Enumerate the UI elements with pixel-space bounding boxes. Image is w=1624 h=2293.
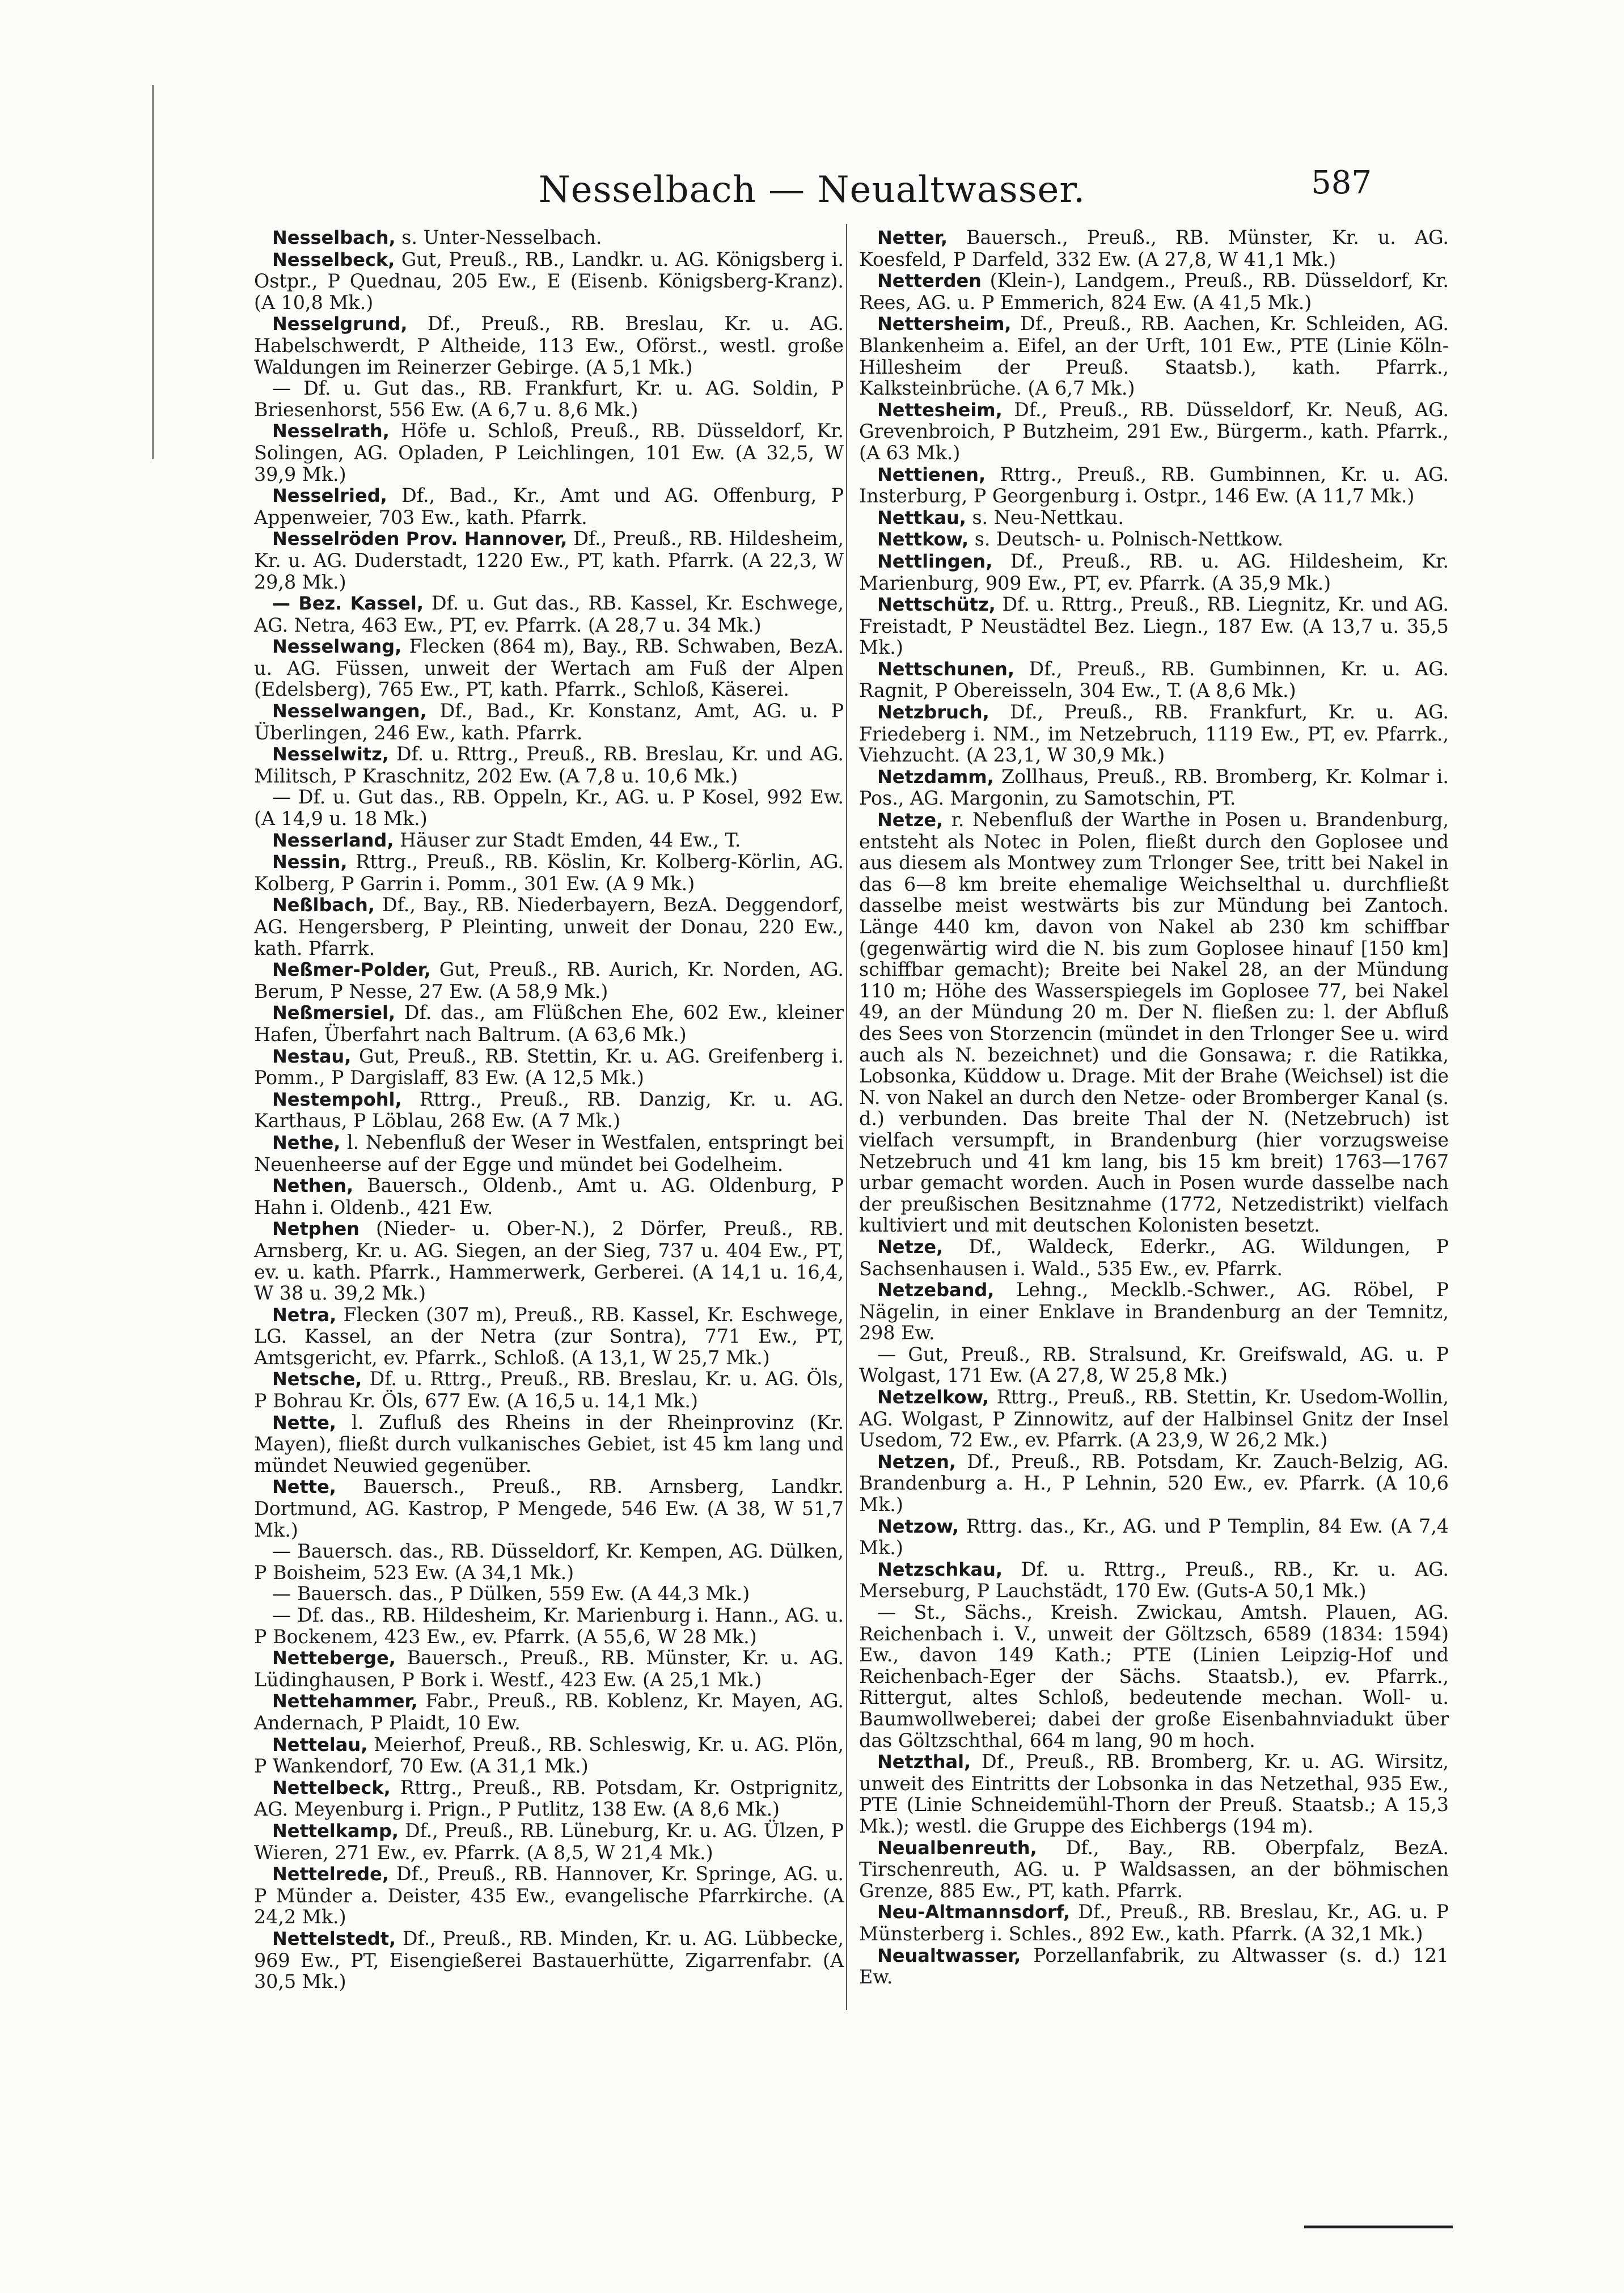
column-divider [846, 224, 847, 2010]
entry-headword: Nesselwangen, [272, 700, 427, 722]
entry-text: Rttrg., Preuß., RB. Potsdam, Kr. Ostprignitz, AG. Meyenburg i. Prign., P Putlitz, 138 Ew. (A 8,6 Mk.) [254, 1776, 844, 1821]
entry-headword: Nettelrede, [272, 1863, 389, 1885]
entry-headword: Nesselgrund, [272, 313, 408, 335]
dictionary-entry [254, 894, 844, 959]
entry-headword: Nettlingen, [877, 550, 993, 572]
entry-text: — St., Sächs., Kreish. Zwickau, Amtsh. Plauen, AG. Reichenbach i. V., unweit der Göltzsch, 6589 (1834: 1594) Ew., davon 149 Kath.; PTE (Linien Leipzig-Hof und Reichenbach-Eger der Sächs. Staatsb.), ev. Pfarrk., Rittergut, altes Schloß, bedeutende mechan. Woll- u. Baumwollweberei; dabei der große Eisenbahnviadukt über das Göltzschthal, 664 m lang, 90 m hoch. [859, 1601, 1449, 1752]
entry-headword: Nesserland, [272, 829, 394, 851]
entry-text: l. Nebenfluß der Weser in Westfalen, entspringt bei Neuenheerse auf der Egge und mündet bei Godelheim. [254, 1131, 844, 1175]
entry-headword: Nesselrath, [272, 420, 390, 442]
dictionary-entry [254, 1368, 844, 1411]
entry-headword: Nettschütz, [877, 594, 996, 616]
dictionary-entry [254, 1175, 844, 1218]
dictionary-entry [254, 1583, 844, 1605]
dictionary-entry [254, 1647, 844, 1690]
dictionary-entry [859, 507, 1449, 529]
entry-text: Gut, Preuß., RB. Stettin, Kr. u. AG. Greifenberg i. Pomm., P Dargislaff, 83 Ew. (A 12,5 Mk.) [254, 1044, 844, 1089]
dictionary-entry [254, 1002, 844, 1045]
dictionary-entry [859, 464, 1449, 507]
dictionary-entry [859, 594, 1449, 658]
dictionary-entry [254, 1476, 844, 1541]
entry-text: Bauersch., Oldenb., Amt u. AG. Oldenburg, P Hahn i. Oldenb., 421 Ew. [254, 1174, 844, 1219]
page-number: 587 [1311, 164, 1372, 201]
entry-headword: Netzthal, [877, 1751, 971, 1773]
dictionary-entry [859, 1559, 1449, 1602]
binding-edge-mark [152, 85, 154, 459]
entry-text: Df., Waldeck, Ederkr., AG. Wildungen, P Sachsenhausen i. Wald., 535 Ew., ev. Pfarrk. [859, 1235, 1449, 1280]
entry-headword: Nette, [272, 1476, 336, 1498]
entry-headword: Neu-Altmannsdorf, [877, 1901, 1071, 1923]
entry-text: Df., Preuß., RB. Lüneburg, Kr. u. AG. Ülzen, P Wieren, 271 Ew., ev. Pfarrk. (A 8,5, W 21,4 Mk.) [254, 1819, 844, 1864]
dictionary-entry [859, 1451, 1449, 1516]
dictionary-entry [254, 959, 844, 1002]
entry-text: Df. u. Rttrg., Preuß., RB. Breslau, Kr. u. AG. Öls, P Bohrau Kr. Öls, 677 Ew. (A 16,5 u. 14,1 Mk.) [254, 1368, 844, 1412]
entry-text: Df., Preuß., RB. Aachen, Kr. Schleiden, AG. Blankenheim a. Eifel, an der Urft, 101 Ew., PTE (Linie Köln-Hillesheim der Preuß. Staatsb.), kath. Pfarrk., Kalksteinbrüche. (A 6,7 Mk.) [859, 312, 1449, 400]
entry-headword: Nettschunen, [877, 658, 1015, 680]
dictionary-entry [254, 378, 844, 420]
dictionary-entry [859, 1602, 1449, 1751]
entry-text: — Gut, Preuß., RB. Stralsund, Kr. Greifswald, AG. u. P Wolgast, 171 Ew. (A 27,8, W 25,8 Mk.) [859, 1343, 1449, 1387]
entry-headword: Neßlbach, [272, 894, 375, 916]
dictionary-entry [859, 551, 1449, 594]
dictionary-entry [859, 270, 1449, 313]
dictionary-entry [254, 1412, 844, 1477]
entry-text: Bauersch., Preuß., RB. Münster, Kr. u. AG. Lüdinghausen, P Bork i. Westf., 423 Ew. (A 25,1 Mk.) [254, 1647, 844, 1691]
dictionary-entry [254, 249, 844, 314]
entry-text: (Nieder- u. Ober-N.), 2 Dörfer, Preuß., RB. Arnsberg, Kr. u. AG. Siegen, an der Sieg, 737 u. 404 Ew., PT, ev. u. kath. Pfarrk., Hammerwerk, Gerberei. (A 14,1 u. 16,4, W 38 u. 39,2 Mk.) [254, 1217, 844, 1305]
dictionary-entry [254, 743, 844, 786]
entry-text: Df., Preuß., RB. Breslau, Kr., AG. u. P Münsterberg i. Schles., 892 Ew., kath. Pfarrk. (A 32,1 Mk.) [859, 1901, 1449, 1945]
entry-text: Bauersch., Preuß., RB. Münster, Kr. u. AG. Koesfeld, P Darfeld, 332 Ew. (A 27,8, W 41,1 Mk.) [859, 226, 1449, 270]
entry-text: Rttrg., Preuß., RB. Stettin, Kr. Usedom-Wollin, AG. Wolgast, P Zinnowitz, auf der Halbinsel Gnitz der Insel Usedom, 72 Ew., ev. Pfarrk. (A 23,9, W 26,2 Mk.) [859, 1386, 1449, 1452]
entry-headword: Nettkow, [877, 528, 969, 551]
entry-headword: Netzschkau, [877, 1558, 1003, 1580]
dictionary-entry [859, 1945, 1449, 1988]
entry-text: Häuser zur Stadt Emden, 44 Ew., T. [394, 828, 741, 851]
entry-text: Df. u. Rttrg., Preuß., RB. Breslau, Kr. und AG. Militsch, P Kraschnitz, 202 Ew. (A 7,8 u. 10,6 Mk.) [254, 743, 844, 787]
entry-headword: Nethe, [272, 1131, 341, 1153]
entry-text: Df. u. Gut das., RB. Kassel, Kr. Eschwege, AG. Netra, 463 Ew., PT, ev. Pfarrk. (A 28,7 u. 34 Mk.) [254, 592, 844, 636]
entry-text: Df., Preuß., RB. Minden, Kr. u. AG. Lübbecke, 969 Ew., PT, Eisengießerei Bastauerhütte, Zigarrenfabr. (A 30,5 Mk.) [254, 1927, 844, 1993]
dictionary-entry [859, 1901, 1449, 1944]
dictionary-entry [859, 1837, 1449, 1902]
entry-headword: Netze, [877, 809, 944, 831]
entry-headword: Nettehammer, [272, 1690, 418, 1712]
dictionary-entry [254, 1046, 844, 1089]
entry-text: Zollhaus, Preuß., RB. Bromberg, Kr. Kolmar i. Pos., AG. Margonin, zu Samotschin, PT. [859, 765, 1449, 810]
entry-text: Df., Bay., RB. Niederbayern, BezA. Deggendorf, AG. Hengersberg, P Pleinting, unweit der Donau, 220 Ew., kath. Pfarrk. [254, 894, 844, 959]
entry-headword: Nesselbeck, [272, 248, 395, 270]
dictionary-entry [254, 1690, 844, 1733]
dictionary-entry [859, 227, 1449, 270]
entry-text: — Df. u. Gut das., RB. Oppeln, Kr., AG. u. P Kosel, 992 Ew. (A 14,9 u. 18 Mk.) [254, 786, 844, 830]
entry-headword: Netze, [877, 1236, 944, 1258]
entry-headword: Netsche, [272, 1368, 362, 1390]
entry-headword: Nettelkamp, [272, 1820, 399, 1842]
dictionary-entry [859, 1344, 1449, 1386]
dictionary-entry [859, 809, 1449, 1236]
entry-headword: Nesselwang, [272, 636, 402, 658]
dictionary-entry [859, 1386, 1449, 1451]
entry-text: Flecken (864 m), Bay., RB. Schwaben, BezA. u. AG. Füssen, unweit der Wertach am Fuß der Alpen (Edelsberg), 765 Ew., PT, kath. Pfarrk., Schloß, Käserei. [254, 635, 844, 701]
entry-text: Df., Bad., Kr. Konstanz, Amt, AG. u. P Überlingen, 246 Ew., kath. Pfarrk. [254, 700, 844, 744]
entry-headword: — Bez. Kassel, [272, 593, 424, 615]
dictionary-entry [254, 593, 844, 636]
entry-headword: Netter, [877, 227, 948, 248]
entry-text: Fabr., Preuß., RB. Koblenz, Kr. Mayen, AG. Andernach, P Plaidt, 10 Ew. [254, 1690, 844, 1734]
entry-text: Df., Preuß., RB. Frankfurt, Kr. u. AG. Friedeberg i. NM., im Netzebruch, 1119 Ew., PT, ev. Pfarrk., Viehzucht. (A 23,1, W 30,9 Mk.) [859, 701, 1449, 767]
entry-text: — Df. u. Gut das., RB. Frankfurt, Kr. u. AG. Soldin, P Briesenhorst, 556 Ew. (A 6,7 u. 8,6 Mk.) [254, 377, 844, 421]
entry-text: Porzellanfabrik, zu Altwasser (s. d.) 121 Ew. [859, 1944, 1449, 1989]
dictionary-entry [254, 1734, 844, 1777]
entry-headword: Nesselbach, [272, 227, 396, 248]
dictionary-entry [254, 485, 844, 528]
dictionary-entry [859, 766, 1449, 809]
entry-text: Rttrg., Preuß., RB. Gumbinnen, Kr. u. AG. Insterburg, P Georgenburg i. Ostpr., 146 Ew. (A 11,7 Mk.) [859, 463, 1449, 507]
entry-text: — Bauersch. das., P Dülken, 559 Ew. (A 44,3 Mk.) [272, 1583, 750, 1605]
entry-text: Df., Bad., Kr., Amt und AG. Offenburg, P Appenweier, 703 Ew., kath. Pfarrk. [254, 484, 844, 528]
entry-headword: Netterden [877, 270, 982, 292]
dictionary-entry [859, 399, 1449, 464]
dictionary-entry [254, 636, 844, 700]
entry-headword: Netra, [272, 1304, 337, 1326]
entry-headword: Nettkau, [877, 506, 966, 528]
dictionary-entry [859, 658, 1449, 701]
entry-text: — Df. das., RB. Hildesheim, Kr. Marienburg i. Hann., AG. u. P Bockenem, 423 Ew., ev. Pfarrk. (A 55,6, W 28 Mk.) [254, 1604, 844, 1648]
dictionary-entry [254, 528, 844, 593]
dictionary-entry [859, 701, 1449, 766]
entry-text: Df., Preuß., RB. Potsdam, Kr. Zauch-Belzig, AG. Brandenburg a. H., P Lehnin, 520 Ew., ev. Pfarrk. (A 10,6 Mk.) [859, 1450, 1449, 1516]
entry-text: Df., Preuß., RB. Hildesheim, Kr. u. AG. Duderstadt, 1220 Ew., PT, kath. Pfarrk. (A 22,3, W 29,8 Mk.) [254, 527, 844, 593]
entry-headword: Nesselröden Prov. Hannover, [272, 528, 568, 550]
entry-text: Rttrg., Preuß., RB. Danzig, Kr. u. AG. Karthaus, P Löblau, 268 Ew. (A 7 Mk.) [254, 1088, 844, 1132]
entry-text: Lehng., Mecklb.-Schwer., AG. Röbel, P Nägelin, in einer Enklave in Brandenburg an der Temnitz, 298 Ew. [859, 1279, 1449, 1344]
entry-headword: Nesselwitz, [272, 743, 389, 765]
dictionary-entry [254, 1218, 844, 1304]
entry-text: Rttrg. das., Kr., AG. und P Templin, 84 Ew. (A 7,4 Mk.) [859, 1514, 1449, 1559]
entry-text: s. Deutsch- u. Polnisch-Nettkow. [969, 528, 1284, 551]
entry-text: Rttrg., Preuß., RB. Köslin, Kr. Kolberg-Körlin, AG. Kolberg, P Garrin i. Pomm., 301 Ew. (A 9 Mk.) [254, 851, 844, 895]
entry-headword: Netzow, [877, 1515, 959, 1537]
entry-headword: Nestau, [272, 1045, 352, 1067]
entry-text: — Bauersch. das., RB. Düsseldorf, Kr. Kempen, AG. Dülken, P Boisheim, 523 Ew. (A 34,1 Mk.) [254, 1540, 844, 1584]
entry-text: Gut, Preuß., RB., Landkr. u. AG. Königsberg i. Ostpr., P Quednau, 205 Ew., E (Eisenb. Königsberg-Kranz). (A 10,8 Mk.) [254, 248, 844, 314]
entry-text: Df., Preuß., RB. Düsseldorf, Kr. Neuß, AG. Grevenbroich, P Butzheim, 291 Ew., Bürgerm., kath. Pfarrk., (A 63 Mk.) [859, 398, 1449, 464]
entry-text: Df., Preuß., RB. Gumbinnen, Kr. u. AG. Ragnit, P Obereisseln, 304 Ew., T. (A 8,6 Mk.) [859, 657, 1449, 702]
dictionary-entry [254, 700, 844, 743]
entry-headword: Nettelstedt, [272, 1927, 396, 1949]
entry-headword: Netzelkow, [877, 1386, 989, 1408]
entry-text: Df. das., am Flüßchen Ehe, 602 Ew., kleiner Hafen, Überfahrt nach Baltrum. (A 63,6 Mk.) [254, 1001, 844, 1046]
dictionary-entry [254, 786, 844, 829]
entry-headword: Netzdamm, [877, 765, 994, 788]
dictionary-entry [254, 420, 844, 485]
entry-headword: Neßmersiel, [272, 1002, 396, 1024]
dictionary-entry [254, 1928, 844, 1992]
entry-headword: Netzeband, [877, 1279, 995, 1301]
entry-text: (Klein-), Landgem., Preuß., RB. Düsseldorf, Kr. Rees, AG. u. P Emmerich, 824 Ew. (A 41,5 Mk.) [859, 269, 1449, 314]
dictionary-entry [254, 1863, 844, 1928]
entry-text: r. Nebenfluß der Warthe in Posen u. Brandenburg, entsteht als Notec in Polen, fließt durch den Goplosee und aus diesem als Montwey zum Trlonger See, tritt bei Nakel in das 6—8 km breite ehemalige Weichselthal u. durchfließt dasselbe meist westwärts bis zur Mündung bei Zantoch. Länge 440 km, davon von Nakel ab 230 km schiffbar (gegenwärtig wird die N. bis zum Goplosee hinauf [150 km] schiffbar gemacht); Breite bei Nakel 28, an der Mündung 110 m; Höhe des Wasserspiegels im Goplosee 77, bei Nakel 49, an der Mündung 20 m. Der N. fließen zu: l. der Abfluß des Sees von Storzencin (mündet in den Trlonger See u. wird auch als N. bezeichnet) und die Gonsawa; r. die Ratikka, Lobsonka, Küddow u. Drage. Mit der Brahe (Weichsel) ist die N. von Nakel an durch den Netze- oder Bromberger Kanal (s. d.) verbunden. Das breite Thal der N. (Netzebruch) ist vielfach versumpft, in Brandenburg (hier vorzugsweise Netzebruch und 41 km lang, bis 15 km breit) 1763—1767 urbar gemacht worden. Auch in Posen wurde dasselbe nach der preußischen Besitznahme (1772, Netzedistrikt) vielfach kultiviert und mit deutschen Kolonisten besetzt. [859, 809, 1449, 1237]
dictionary-entry [254, 313, 844, 378]
entry-text: Df., Preuß., RB. Hannover, Kr. Springe, AG. u. P Münder a. Deister, 435 Ew., evangelische Pfarrkirche. (A 24,2 Mk.) [254, 1863, 844, 1928]
entry-text: Meierhof, Preuß., RB. Schleswig, Kr. u. AG. Plön, P Wankendorf, 70 Ew. (A 31,1 Mk.) [254, 1733, 844, 1778]
entry-headword: Nettersheim, [877, 313, 1012, 335]
entry-headword: Netphen [272, 1218, 360, 1240]
entry-text: Df., Preuß., RB. u. AG. Hildesheim, Kr. Marienburg, 909 Ew., PT, ev. Pfarrk. (A 35,9 Mk.) [859, 549, 1449, 594]
dictionary-entry [254, 1605, 844, 1647]
dictionary-entry [859, 1516, 1449, 1559]
dictionary-entry [254, 1541, 844, 1583]
right-column [859, 227, 1449, 1988]
entry-headword: Nessin, [272, 851, 348, 873]
entry-text: s. Neu-Nettkau. [966, 506, 1124, 528]
entry-headword: Nettelau, [272, 1733, 368, 1755]
entry-headword: Netzbruch, [877, 701, 989, 724]
dictionary-entry [254, 851, 844, 894]
dictionary-entry [254, 1820, 844, 1863]
entry-text: Flecken (307 m), Preuß., RB. Kassel, Kr. Eschwege, LG. Kassel, an der Netra (zur Sontra), 771 Ew., PT, Amtsgericht, ev. Pfarrk., Schloß. (A 13,1, W 25,7 Mk.) [254, 1303, 844, 1369]
entry-headword: Nestempohl, [272, 1088, 402, 1110]
dictionary-entry [254, 227, 844, 249]
page-header [0, 164, 1624, 220]
running-title: Nesselbach — Neualtwasser. [538, 169, 1086, 211]
entry-text: Df. u. Rttrg., Preuß., RB., Kr. u. AG. Merseburg, P Lauchstädt, 170 Ew. (Guts-A 50,1 Mk.) [859, 1558, 1449, 1602]
entry-headword: Nettesheim, [877, 399, 1003, 421]
entry-text: s. Unter-Nesselbach. [395, 226, 602, 248]
dictionary-entry [254, 830, 844, 852]
dictionary-entry [859, 1236, 1449, 1279]
entry-headword: Neualbenreuth, [877, 1837, 1037, 1859]
entry-text: Bauersch., Preuß., RB. Arnsberg, Landkr. Dortmund, AG. Kastrop, P Mengede, 546 Ew. (A 38, W 51,7 Mk.) [254, 1475, 844, 1541]
dictionary-entry [859, 313, 1449, 399]
dictionary-entry [859, 528, 1449, 551]
dictionary-entry [254, 1304, 844, 1369]
entry-headword: Nettelbeck, [272, 1776, 391, 1799]
entry-text: Df., Bay., RB. Oberpfalz, BezA. Tirschenreuth, AG. u. P Waldsassen, an der böhmischen Grenze, 885 Ew., PT, kath. Pfarrk. [859, 1836, 1449, 1902]
entry-text: Df. u. Rttrg., Preuß., RB. Liegnitz, Kr. und AG. Freistadt, P Neustädtel Bez. Liegn., 187 Ew. (A 13,7 u. 35,5 Mk.) [859, 593, 1449, 659]
entry-headword: Nesselried, [272, 485, 387, 507]
entry-headword: Nette, [272, 1411, 336, 1433]
entry-headword: Neßmer-Polder, [272, 959, 431, 981]
entry-headword: Netteberge, [272, 1647, 396, 1669]
entry-text: l. Zufluß des Rheins in der Rheinprovinz (Kr. Mayen), fließt durch vulkanisches Gebiet, ist 45 km lang und mündet Neuwied gegenüber. [254, 1411, 844, 1477]
entry-headword: Neualtwasser, [877, 1944, 1021, 1966]
dictionary-entry [859, 1279, 1449, 1344]
dictionary-entry [254, 1777, 844, 1820]
entry-text: Gut, Preuß., RB. Aurich, Kr. Norden, AG. Berum, P Nesse, 27 Ew. (A 58,9 Mk.) [254, 958, 844, 1002]
entry-text: Df., Preuß., RB. Breslau, Kr. u. AG. Habelschwerdt, P Altheide, 113 Ew., Oförst., westl. große Waldungen im Reinerzer Gebirge. (A 5,1 Mk.) [254, 312, 844, 378]
dictionary-entry [859, 1751, 1449, 1837]
entry-text: Höfe u. Schloß, Preuß., RB. Düsseldorf, Kr. Solingen, AG. Opladen, P Leichlingen, 101 Ew. (A 32,5, W 39,9 Mk.) [254, 420, 844, 485]
entry-headword: Nethen, [272, 1175, 354, 1197]
dictionary-entry [254, 1089, 844, 1132]
entry-text: Df., Preuß., RB. Bromberg, Kr. u. AG. Wirsitz, unweit des Eintritts der Lobsonka in das Netzethal, 935 Ew., PTE (Linie Schneidemühl-Thorn der Preuß. Staatsb.; A 15,3 Mk.); westl. die Gruppe des Eichbergs (194 m). [859, 1750, 1449, 1837]
entry-headword: Netzen, [877, 1450, 957, 1473]
entry-headword: Nettienen, [877, 463, 986, 485]
left-column [254, 227, 844, 1992]
dictionary-entry [254, 1132, 844, 1175]
bottom-rule [1304, 2226, 1453, 2228]
